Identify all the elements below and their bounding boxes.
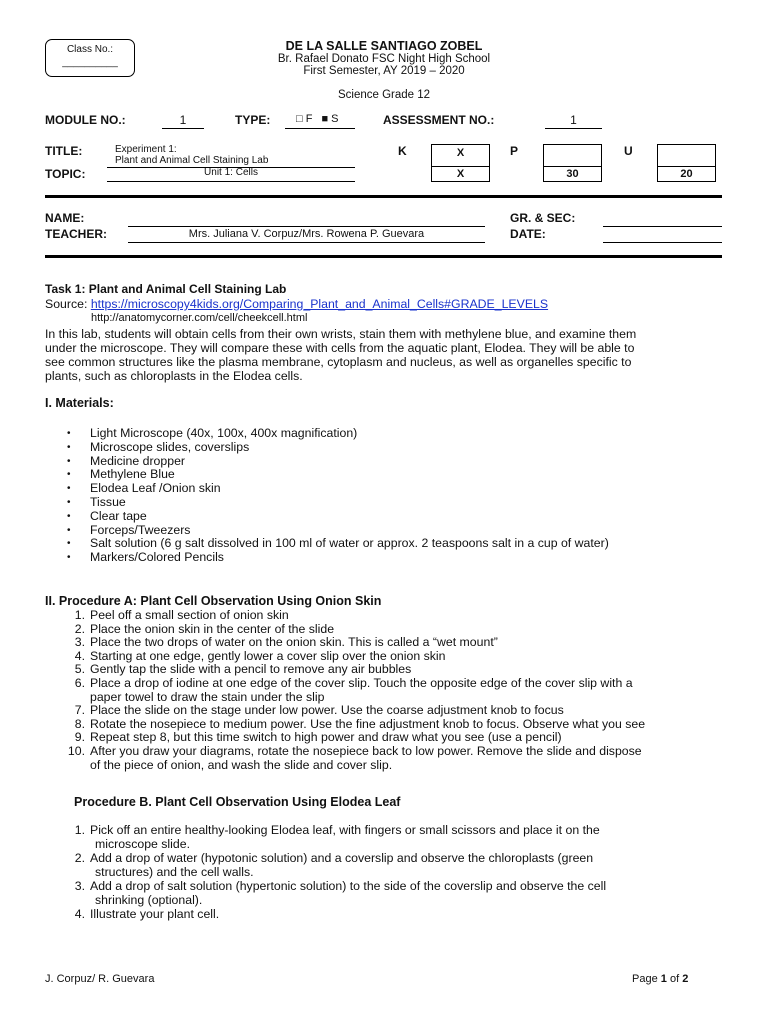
step-text: Place the onion skin in the center of the slide bbox=[90, 621, 335, 636]
list-item: • Salt solution (6 g salt dissolved in 100 ml of water or approx. 2 teaspoons salt in a cup of water) bbox=[45, 537, 735, 551]
topic-label: TOPIC: bbox=[45, 167, 86, 181]
k-bottom-value: X bbox=[431, 166, 490, 182]
step-number: 4. bbox=[74, 648, 85, 663]
step-number: 8. bbox=[74, 716, 85, 731]
list-item: • Light Microscope (40x, 100x, 400x magnification) bbox=[45, 427, 735, 441]
step-text: Repeat step 8, but this time switch to high power and draw what you see (use a pencil) bbox=[90, 730, 562, 745]
step-number: 1. bbox=[74, 608, 85, 622]
step-text: Add a drop of salt solution (hypertonic solution) to the side of the coverslip and observe the cell bbox=[90, 879, 607, 893]
procedure-step bbox=[45, 908, 735, 922]
type-option-f[interactable]: □ F bbox=[296, 113, 313, 125]
title-line-1: Experiment 1: bbox=[115, 144, 177, 155]
step-text: Place the slide on the stage under low power. Use the coarse adjustment knob to focus bbox=[90, 703, 564, 718]
step-text: Peel off a small section of onion skin bbox=[90, 608, 289, 622]
source-label: Source: bbox=[45, 297, 88, 311]
procedure-a-heading: II. Procedure A: Plant Cell Observation Using Onion Skin bbox=[45, 594, 382, 608]
assessment-value: 1 bbox=[545, 113, 602, 129]
list-item: • Methylene Blue bbox=[45, 468, 735, 482]
step-text: Starting at one edge, gently lower a cover slip over the onion skin bbox=[90, 648, 446, 663]
step-number: 3. bbox=[74, 879, 85, 893]
procedure-step bbox=[45, 880, 735, 907]
step-text: Place a drop of iodine at one edge of the cover slip. Touch the opposite edge of the cover slip with a bbox=[90, 675, 633, 690]
class-number-box bbox=[45, 39, 135, 77]
k-top-box bbox=[431, 144, 490, 166]
procedure-step bbox=[45, 623, 735, 637]
step-text-cont: structures) and the cell walls. bbox=[95, 864, 254, 879]
step-text-cont: shrinking (optional). bbox=[95, 892, 203, 907]
school-name: DE LA SALLE SANTIAGO ZOBEL bbox=[285, 39, 483, 53]
intro-line: under the microscope. They will compare these with cells from the aquatic plant, Elodea. They will be able to bbox=[45, 341, 635, 355]
intro-line: In this lab, students will obtain cells from their own wrists, stain them with methylene blue, and examine them bbox=[45, 327, 637, 341]
divider-top bbox=[45, 195, 722, 198]
list-item: • Markers/Colored Pencils bbox=[45, 551, 735, 565]
assessment-label: ASSESSMENT NO.: bbox=[383, 113, 495, 127]
semester: First Semester, AY 2019 – 2020 bbox=[303, 65, 465, 77]
step-number: 2. bbox=[74, 621, 85, 636]
footer-authors: J. Corpuz/ R. Guevara bbox=[45, 973, 155, 985]
list-item: • Elodea Leaf /Onion skin bbox=[45, 482, 735, 496]
step-text: After you draw your diagrams, rotate the nosepiece back to low power. Remove the slide and dispose bbox=[90, 743, 642, 758]
procedure-step bbox=[45, 852, 735, 879]
procedure-step bbox=[45, 704, 735, 718]
module-label: MODULE NO.: bbox=[45, 113, 126, 127]
materials-heading: I. Materials: bbox=[45, 396, 114, 410]
list-item: • Clear tape bbox=[45, 510, 735, 524]
page-indicator bbox=[632, 973, 688, 985]
step-text: Gently tap the slide with a pencil to remove any air bubbles bbox=[90, 662, 412, 677]
k-label: K bbox=[398, 144, 407, 158]
name-field[interactable] bbox=[128, 212, 485, 227]
class-number-blank: __________ bbox=[62, 57, 118, 68]
title-label: TITLE: bbox=[45, 144, 83, 158]
p-bottom-value: 30 bbox=[543, 166, 602, 182]
step-number: 3. bbox=[74, 635, 85, 650]
type-option-s[interactable]: ■ S bbox=[321, 113, 339, 125]
step-number: 2. bbox=[74, 851, 85, 865]
intro-line: plants, such as chloroplasts in the Elodea cells. bbox=[45, 369, 303, 383]
step-number: 4. bbox=[74, 907, 85, 921]
step-text-cont: paper towel to draw the stain under the slip bbox=[90, 689, 325, 704]
list-item: • Tissue bbox=[45, 496, 735, 510]
date-label: DATE: bbox=[510, 227, 546, 241]
grade-section-field[interactable] bbox=[603, 212, 722, 227]
u-bottom-value: 20 bbox=[657, 166, 716, 182]
source-line bbox=[45, 297, 548, 311]
step-number: 10. bbox=[67, 743, 85, 758]
page-prefix: Page bbox=[632, 973, 658, 985]
procedure-step bbox=[45, 745, 735, 772]
list-item: • Forceps/Tweezers bbox=[45, 524, 735, 538]
procedure-step bbox=[45, 663, 735, 677]
step-text-cont: microscope slide. bbox=[95, 836, 190, 851]
step-text: Add a drop of water (hypotonic solution) and a coverslip and observe the chloroplasts (green bbox=[90, 851, 594, 865]
procedure-step bbox=[45, 677, 735, 704]
p-label: P bbox=[510, 144, 519, 158]
procedure-step bbox=[45, 824, 735, 851]
intro-line: see common structures like the plasma membrane, cytoplasm and nucleus, as well as organelles specific to bbox=[45, 355, 632, 369]
source-url-2: http://anatomycorner.com/cell/cheekcell.html bbox=[91, 312, 308, 324]
u-top-box bbox=[657, 144, 716, 166]
step-number: 1. bbox=[74, 823, 85, 837]
u-label: U bbox=[624, 144, 633, 158]
list-item: • Microscope slides, coverslips bbox=[45, 441, 735, 455]
procedure-step bbox=[45, 731, 735, 745]
page-number: 1 bbox=[660, 973, 667, 985]
step-text: Pick off an entire healthy-looking Elodea leaf, with fingers or small scissors and place it on the bbox=[90, 823, 600, 837]
teacher-value: Mrs. Juliana V. Corpuz/Mrs. Rowena P. Guevara bbox=[128, 228, 485, 243]
type-label: TYPE: bbox=[235, 113, 271, 127]
step-number: 7. bbox=[74, 703, 85, 718]
type-options bbox=[285, 113, 355, 129]
step-text: Illustrate your plant cell. bbox=[90, 907, 220, 921]
procedure-b-list bbox=[45, 824, 735, 923]
task-title: Task 1: Plant and Animal Cell Staining Lab bbox=[45, 282, 287, 296]
name-label: NAME: bbox=[45, 211, 85, 225]
p-top-box bbox=[543, 144, 602, 166]
procedure-a-list bbox=[45, 609, 735, 772]
grade-section-label: GR. & SEC: bbox=[510, 211, 576, 225]
teacher-label: TEACHER: bbox=[45, 227, 107, 241]
divider-bottom bbox=[45, 255, 722, 258]
grade-level: Science Grade 12 bbox=[337, 89, 431, 101]
step-text-cont: of the piece of onion, and wash the slide and cover slip. bbox=[90, 757, 393, 772]
page-of: of bbox=[669, 973, 680, 985]
source-link[interactable]: https://microscopy4kids.org/Comparing_Plant_and_Animal_Cells#GRADE_LEVELS bbox=[90, 297, 549, 311]
materials-list bbox=[45, 427, 735, 565]
step-number: 9. bbox=[74, 730, 85, 745]
procedure-b-heading: Procedure B. Plant Cell Observation Using Elodea Leaf bbox=[74, 795, 401, 809]
step-number: 6. bbox=[74, 675, 85, 690]
procedure-step bbox=[45, 718, 735, 732]
procedure-step bbox=[45, 650, 735, 664]
step-text: Rotate the nosepiece to medium power. Use the fine adjustment knob to focus. Observe what you see bbox=[90, 716, 646, 731]
k-top-value: X bbox=[456, 147, 465, 159]
step-number: 5. bbox=[74, 662, 85, 677]
procedure-step bbox=[45, 609, 735, 623]
step-text: Place the two drops of water on the onion skin. This is called a “wet mount” bbox=[90, 635, 498, 650]
list-item: • Medicine dropper bbox=[45, 455, 735, 469]
topic-value: Unit 1: Cells bbox=[107, 167, 355, 182]
page-total: 2 bbox=[682, 973, 689, 985]
task-intro bbox=[45, 327, 735, 383]
title-line-2: Plant and Animal Cell Staining Lab bbox=[107, 155, 355, 168]
date-field[interactable] bbox=[603, 228, 722, 243]
class-number-label: Class No.: bbox=[66, 44, 114, 55]
module-value: 1 bbox=[162, 113, 204, 129]
school-campus: Br. Rafael Donato FSC Night High School bbox=[277, 53, 491, 65]
procedure-step bbox=[45, 636, 735, 650]
